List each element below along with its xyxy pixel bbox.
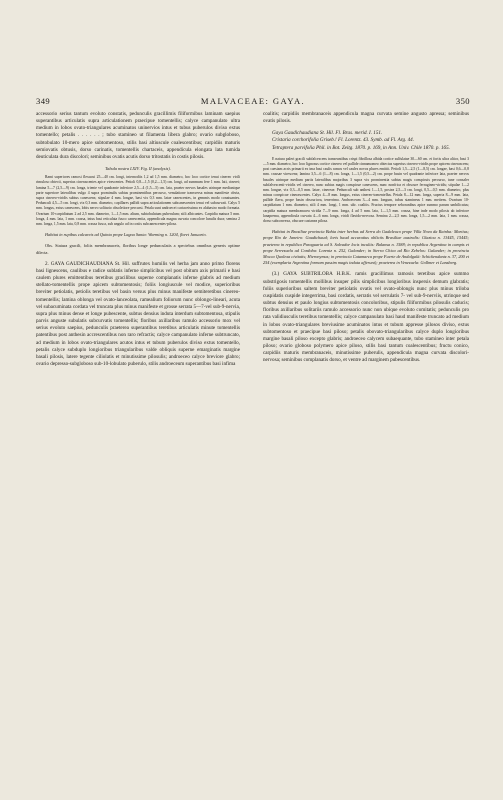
tabula-heading: Tabula nostra LXIV. Fig. II (analysis). — [105, 166, 171, 172]
running-header — [36, 96, 470, 107]
species-paragraph: 2. GAYA GAUDICHAUDIANA St. Hil. suffrutex humilis vel herba jam anno primo florens basi lignescens, caulibus e radice sublatis inferne simplicibus vel post obitum axis primarii e basi caulem plures emittentibus teretibus gracilibus superne complanatis inferne glabris ad medium stellato-tomentellis prope apicem subtomentosis; foliis longiuscule vel modice, superioribus breviter petiolatis, petiolis teretibus vel basin versus plus minus manifeste semiteretibus cinereo-tomentellis; lamina oblonga vel ovato-lanceolata, ramealium foliorum nunc oblongo-lineari, acuta vel subacuminata cordata vel truncata plus minus manifeste et grosse serrata 5—7-vel sub-9-nervia, supra plus minus dense et longe pubescente, subtus densius induta interdum subtomentosa, stipulis parvis anguste subulatis subcurvatis tomentellis; floribus axillaribus ramulo accessorio mox vel serius evoluto saepius, pedunculis praeterea superantibus teretibus articulatis minute tomentellis patentibus post anthesin accrescentibus non raro refractis; calyce campanulato inferne subtruncato, ad medium in lobos ovato-triangulares acutos intus et tubum puberulos diviso extus tomentello, petalis calyce subduplo longioribus triangularibus valde obliquis superne emarginatis margine basali pilosis, latere tegente ciliolatis et minutissime pilosulis; androeceo calyce breviore glabro; ovario depresso-subgloboso sub-10-lobulato puberulo, stilis androeceum superantibus basi infima — [36, 260, 240, 367]
habitat-paragraph: Habitat in Brasiliae provincia Bahia inter herbas ad Serra do Gadaleuco prope Villa Nova da Rainha: Martius; prope Rio de Janeiro: Gaudichaud; loris haud accuratius oblictis Brasiliae australis: Glaziou n. 13445, 15445; praeterea in republica Paraguaria ad S. Salvador locis incultis: Balansa n. 1588; in republica Argentina in campis et prope Serrezuela ad Cordoba: Lorentz n. 252, Galander; in Sierra Chica ad Rio Zebelos: Galander; in provincia Mocca Quolexa civitatis; Hieronymus; in provincia Catamarca prope Fuerte de Andalgalá: Schickendantz n. 37, 200 et 254 (exemplaria Argentina formam passim magis induta afferunt); praeterea in Venezuela: Gollmer et Lansberg. — [263, 229, 469, 266]
synonym-line: Cristaria corchorifolia Griseb.! Fl. Lorentz. 43. Symb. ad Fl. Arg. 44. — [272, 137, 414, 144]
page-number-right: 350 — [455, 96, 470, 106]
description-paragraph: E natura paleri gracili subfalcescens transeuntibus crispi fibrillosa albida cortice sulfulatae 30—60 cm. et fortis ultra altior, basi 3—5 mm. diametro, hoc loco lignosus cortice cinereo vel pallide cinnamomeo obtectus superius cinereo-viridis prope apicem cinerascens; post caesiam acris primarii ex ima basi caulis ramos vel caules novos plures emittit. Petioli 1,5—2,5 (1—8,5) cm. longae, basi 0,6—0,8 mm. crassae virescens; lamina 3,5—6 (1—8) cm. longa, 1—1,5 (0,5—2) cm. prope basin vel quadrante inferiore lata, praeter nervos basales utrinque medium partis lateralibus majoribus 3 supra vix prominentia subtus magis conspicuis percurso, tune consaler subfalvescenti-viridis vel cinereo, nunc subtus magis conspicue canescens, nunc nonfrica et obscure ferrugineo-viridis; stipulae 1—2 mm. longae, vix 0,3—0,5 mm. latae, cinereae. Pedunculi sub anthesi 1—1,5, postea 2,5—3 cm. longi, 0,5—0,5 mm. diametro, plus minus conspicue cinerascentes. Calyx 4—8 mm. longus, extus cinereo-tomentellus. Petala 8—12 mm. longa, superia 8—9 mm. lata, pallide flava, prope basin obscuriora, tenerrima. Androeceum 3—4 mm. longum, tubus stamineus 1 mm. metiens. Ovarium 10-carpidiatum 1 mm. diametro, stili 4 mm. longi, 1 mm. ultr. coalitis. Fructus tempore seboranibus apice summo parum umbilicatus; carpidia matura membranacea viridia 7—9 mm. longa, 4 ad 5 mm. lata, 1—1,5 mm. crassa, hine inde modo pilosis ab inferiore lanaprema, appendicula curvata 4—6 mm. longa, viridi flavido-nervosa. Semina 2—2,5 mm. longa, 1,5—2 mm. lata, 1 mm. crassa, dorso subconvexa, obscure castanea pilosa. — [263, 156, 469, 224]
running-title: MALVACEAE: GAYA. — [200, 96, 306, 106]
species-paragraph: (3.) GAYA SUBTRILOBA H.B.K. ramis gracillimus ramosis teretibus apice summo substrigosis tomentellis mollibus insuper pilis simplicibus longioribus inspersis demum glabratis; foliis superioribus saltem breviter petiolatis ovatis vel ovato-oblongis nunc plus minus triloba cuspidatis cuspide integerrima, basi cordatis, serratis vel serrulatis 7- vel sub-9-nerviis, utrinque sed subtus densius et paulo longius subtomentosis concoloribus, stipulis filiformibus pilosulis caducis; floribus axillaribus solitariis ramulo accessorio nunc non ubique evoluto comitatis; pedunculis pro rata validiusculis teretibus tomentellis; calyce campanulato basi haud manifeste truncato ad medium in lobos ovato-triangulares breviusime acuminatos intus et tubum appresse pilosos diviso, extus subtomentoso et praecipue basi piloso; petalis obovato-triangularibus calyce duplo longioribus margine basali piloso excepto glabris; androeceo calycem subaequante, tubo stamineo inter petala piloso; ovario globoso polymero apice piloso, stilis basi tantum coalescentibus; fructu conico, carpidiis maturis membranaceis, minutissime puberulis, appendicula magna curvata discolori-nervosa; seminibus complanatis dorso, et ventre ad marginem pubescentibus. — [263, 271, 469, 364]
continuation-paragraph: coalitis; carpidiis membranaceis appendicula magna curvata semine angusto apressa; seminibus ovatis pilosis. — [263, 111, 469, 125]
left-column — [36, 111, 240, 773]
observation-paragraph: Obs. Statura gracili, foliis membranaceis, floribus longe pedunculatis a speciebus omnibus generis optime dilecta. — [36, 243, 240, 255]
description-paragraph: Rami superiores ramosi flexuosi 25—40 cm. longi, internodiis 1,2 ad 1,5 mm. diametro, hoc loco cortice tenui cinereo virili rimuloso obtecti, superius cinerascentes apice virescentes. Petioli 0,8—1,5 (0,2—1,5) cm. longi, ad summum fere 1 mm. lati, cinerei; lamina 5—7 (2,5—9) cm. longa, triente vel quadrante inferiore 2,5—4 (1,5—5) cm. lata, praeter nervos basales utrinque medianique parte superiore lateralibus vulgo 4 supra prominulis subtus prominentibus percurso, venulatione transversa minus manifeste obvia, supra cinereo-viridis subtus canescens; stipulae 4 mm. longae, basi vix 0,3 mm. latae canescentes, in gemmis modo conatuantes. Pedunculi 4,5—5 cm. longi, vix 0,3 mm. diametro, capillares pallidi supra articulationem subcanescentes tenui vel subcurvati. Calyx 5 mm. longus, extus canescens, lobis nervo solitario obsoletiore percursi. Petala sunt androecei cartaceissima ex alabastro modo formata. Ovarium 10-carpidiatum 2 ad 2,5 mm. diametro, 1—1,5 mm. altum, subtobulatum puberulum; stili albicantes. Carpidia matura 5 mm. longa, 4 mm. lata, 1 mm. crassa, intus basi reticulata fusco canescentia, appendicula magna curvata concolore lunulis dura; semina 2 mm. longa, 1,5 mm. lata, 0,8 mm. crassa fusca, sub angulo ad in costis subcanescentes-pilosa. — [36, 175, 240, 226]
synonym-line: Gaya Gaudichaudiana St. Hil. Fl. Bras. merid. I. 151. — [272, 130, 383, 137]
right-column — [263, 111, 469, 773]
page-number-left: 349 — [36, 96, 51, 106]
synonym-line: Tetraptera parvifolia Phil. in Bot. Zeitg. 1870. p. 169, in Ann. Univ. Chile 1870. p. 165. — [272, 144, 450, 151]
intro-paragraph: accessorio serius tantum evoluto constatis, pedunculis gracillimis filiformibus laminam saepius superantibus articulatis supra articulationem praecipue tomentellis; calyce campanulato ultra medium in lobos ovato-triangulares acuminatos uninervios intus et tubus puberulos diviso extus tomentello; petalis . . . . . . ; tubo stamineo ut filamenta libera glabro; ovario subgloboso, subtobulato 10-mero apice subtomentoso, stilis basi altiuscule coalescentibus; carpidiis maturis semiovatis obtusis, dorso carinatis, tomentellis chartaceis, appendicula elongata lata tumida deuticulata dura discolori; seminibus ovatis acutis dorso tritostatis in costis pilosis. — [36, 111, 240, 160]
habitat-paragraph: Habitat in rupibus calcareis ad Quinta prope Lagoa Santa: Warming n. 1204, floret Januario. — [45, 232, 207, 238]
